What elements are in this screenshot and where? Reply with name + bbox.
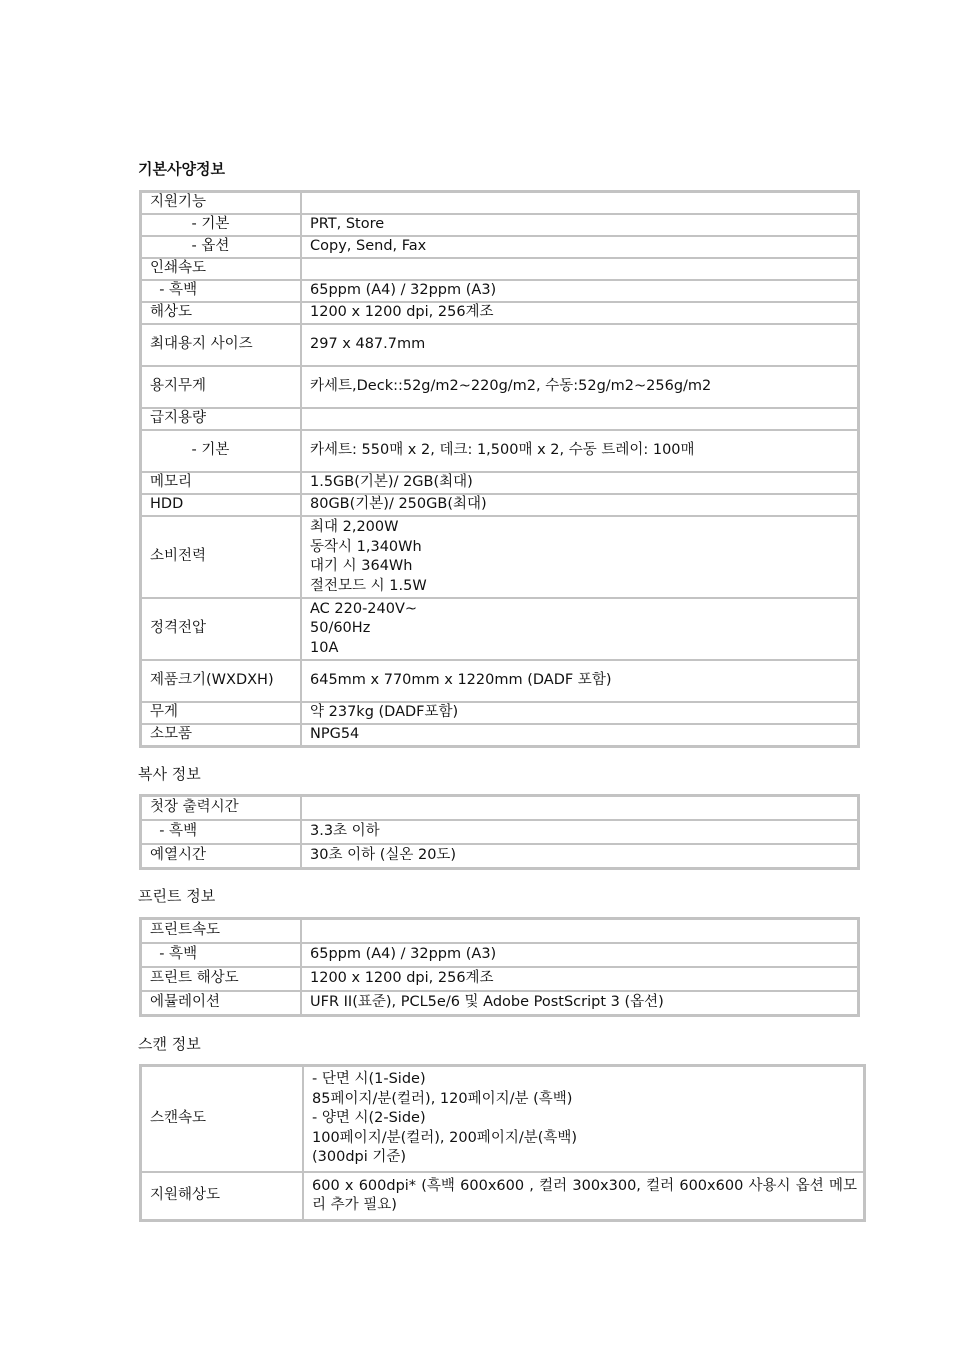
- table-row: [141, 214, 858, 236]
- value-line: 대기 시 364Wh: [310, 558, 413, 574]
- row-value: 645mm x 770mm x 1220mm (DADF 포함): [301, 660, 858, 702]
- row-label: - 흑백: [141, 820, 301, 844]
- row-value: 297 x 487.7mm: [301, 324, 858, 366]
- row-label: - 흑백: [141, 943, 301, 967]
- row-label: 무게: [141, 702, 301, 724]
- row-label: - 기본: [141, 430, 301, 472]
- value-line: 10A: [310, 639, 339, 656]
- table-row: [141, 796, 858, 820]
- scan-spec-table: [139, 1064, 866, 1222]
- table-row: [141, 258, 858, 280]
- section-title-scan: 스캔 정보: [138, 1035, 201, 1053]
- row-value: [301, 258, 858, 280]
- table-row: [141, 408, 858, 430]
- row-label: 지원해상도: [141, 1172, 303, 1220]
- row-value: 1200 x 1200 dpi, 256계조: [301, 967, 858, 991]
- table-row: [141, 302, 858, 324]
- row-label: 지원기능: [141, 192, 301, 214]
- table-row: [141, 702, 858, 724]
- row-value: PRT, Store: [301, 214, 858, 236]
- table-row: [141, 472, 858, 494]
- table-row: [141, 724, 858, 746]
- value-line: AC 220-240V~: [310, 600, 418, 617]
- section-title-basic: 기본사양정보: [138, 160, 225, 178]
- row-value: 80GB(기본)/ 250GB(최대): [301, 494, 858, 516]
- table-row: [141, 967, 858, 991]
- value-line: (300dpi 기준): [312, 1149, 407, 1166]
- basic-spec-table: [139, 190, 860, 748]
- table-row: [141, 1066, 864, 1172]
- copy-spec-table: [139, 794, 860, 870]
- row-label: 프린트속도: [141, 919, 301, 943]
- row-label: - 흑백: [141, 280, 301, 302]
- row-value: [301, 919, 858, 943]
- table-row: [141, 494, 858, 516]
- row-label: 프린트 해상도: [141, 967, 301, 991]
- row-value: UFR II(표준), PCL5e/6 및 Adobe PostScript 3 (옵션): [301, 991, 858, 1015]
- table-row: [141, 280, 858, 302]
- row-label: 용지무게: [141, 366, 301, 408]
- row-value: [301, 192, 858, 214]
- row-label: - 기본: [141, 214, 301, 236]
- section-title-print: 프린트 정보: [138, 887, 216, 905]
- row-label: HDD: [141, 494, 301, 516]
- row-value: 65ppm (A4) / 32ppm (A3): [301, 280, 858, 302]
- table-row: [141, 943, 858, 967]
- row-label: 최대용지 사이즈: [141, 324, 301, 366]
- row-label: 소비전력: [141, 516, 301, 598]
- row-label: 예열시간: [141, 844, 301, 868]
- value-line: 100페이지/분(컬러), 200페이지/분(흑백): [312, 1129, 578, 1146]
- value-line: 동작시 1,340Wh: [310, 538, 422, 555]
- row-value: [301, 408, 858, 430]
- row-label: 에뮬레이션: [141, 991, 301, 1015]
- row-value: [301, 516, 858, 598]
- value-line: 절전모드 시 1.5W: [310, 577, 427, 594]
- row-label: 메모리: [141, 472, 301, 494]
- row-value: 카세트,Deck::52g/m2~220g/m2, 수동:52g/m2~256g/m2: [301, 366, 858, 408]
- section-title-copy: 복사 정보: [138, 765, 201, 783]
- row-label: 해상도: [141, 302, 301, 324]
- table-row: [141, 598, 858, 660]
- table-row: [141, 844, 858, 868]
- row-value: 30초 이하 (실온 20도): [301, 844, 858, 868]
- row-value: [301, 796, 858, 820]
- table-row: [141, 991, 858, 1015]
- row-value: [301, 598, 858, 660]
- table-row: [141, 366, 858, 408]
- row-label: 첫장 출력시간: [141, 796, 301, 820]
- row-label: 급지용량: [141, 408, 301, 430]
- value-line: - 양면 시(2-Side): [312, 1110, 426, 1127]
- table-row: [141, 1172, 864, 1220]
- row-label: 스캔속도: [141, 1066, 303, 1172]
- row-value: 65ppm (A4) / 32ppm (A3): [301, 943, 858, 967]
- table-row: [141, 430, 858, 472]
- row-value: NPG54: [301, 724, 858, 746]
- row-label: 인쇄속도: [141, 258, 301, 280]
- row-value: [303, 1066, 864, 1172]
- value-line: 50/60Hz: [310, 620, 371, 637]
- row-value: 카세트: 550매 x 2, 데크: 1,500매 x 2, 수동 트레이: 100매: [301, 430, 858, 472]
- row-label: 제품크기(WXDXH): [141, 660, 301, 702]
- table-row: [141, 192, 858, 214]
- row-value: 1200 x 1200 dpi, 256계조: [301, 302, 858, 324]
- row-value: 600 x 600dpi* (흑백 600x600 , 컬러 300x300, 컬러 600x600 사용시 옵션 메모리 추가 필요): [303, 1172, 864, 1220]
- value-line: 85페이지/분(컬러), 120페이지/분 (흑백): [312, 1090, 573, 1107]
- row-value: 3.3초 이하: [301, 820, 858, 844]
- table-row: [141, 324, 858, 366]
- print-spec-table: [139, 917, 860, 1017]
- table-row: [141, 660, 858, 702]
- row-label: - 옵션: [141, 236, 301, 258]
- row-value: Copy, Send, Fax: [301, 236, 858, 258]
- row-value: 약 237kg (DADF포함): [301, 702, 858, 724]
- value-line: 최대 2,200W: [310, 519, 399, 535]
- row-label: 정격전압: [141, 598, 301, 660]
- table-row: [141, 919, 858, 943]
- row-label: 소모품: [141, 724, 301, 746]
- table-row: [141, 820, 858, 844]
- row-value: 1.5GB(기본)/ 2GB(최대): [301, 472, 858, 494]
- value-line: - 단면 시(1-Side): [312, 1071, 426, 1088]
- table-row: [141, 516, 858, 598]
- table-row: [141, 236, 858, 258]
